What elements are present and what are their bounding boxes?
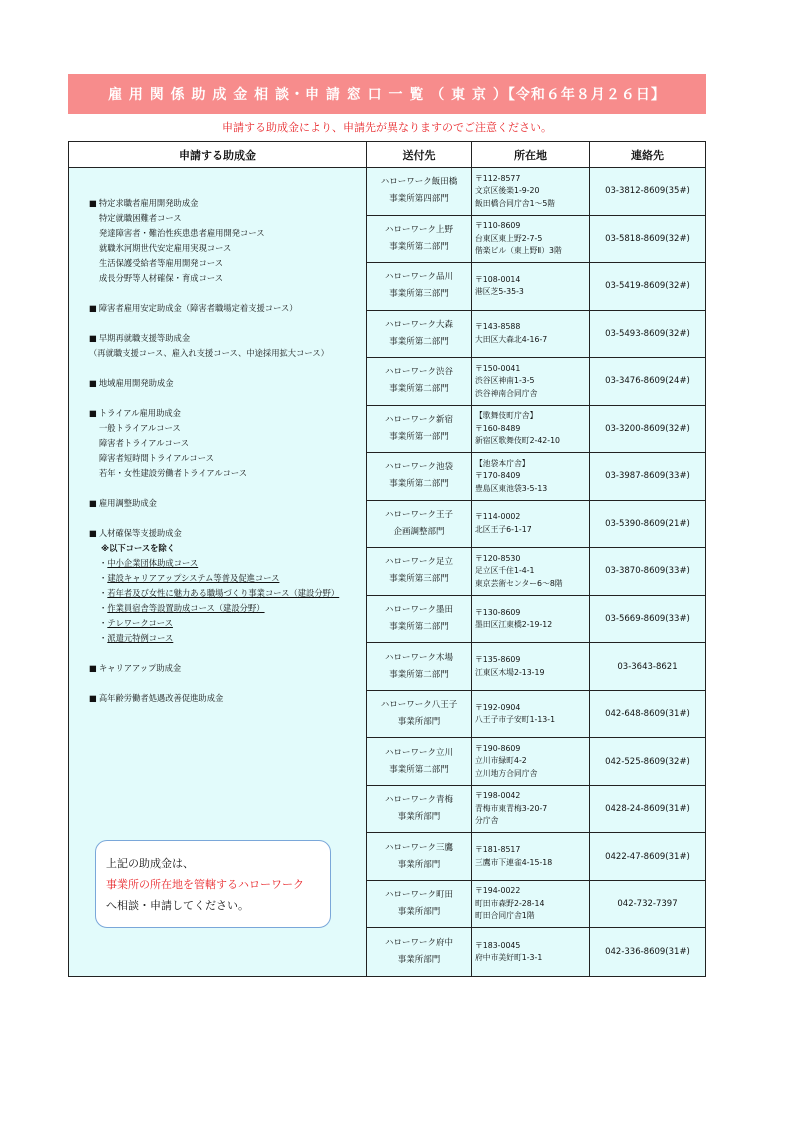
office-cell [367, 311, 472, 359]
phone-number: 042-336-8609(31#) [605, 947, 690, 958]
excluded-course [89, 631, 366, 646]
address-line: 江東区木場2-13-19 [475, 667, 545, 677]
phone-number: 03-3643-8621 [617, 661, 678, 672]
excluded-course [89, 586, 366, 601]
office-department: 事業所第三部門 [389, 289, 449, 300]
phone-number: 03-3200-8609(32#) [605, 423, 690, 434]
grant-group [89, 661, 366, 676]
address-line: 〒114-0002 [475, 512, 521, 522]
office-cell [367, 596, 472, 644]
address-line: 【池袋本庁舎】 [475, 458, 530, 468]
office-department: 事業所部門 [397, 955, 441, 966]
office-name: ハローワーク上野 [384, 224, 453, 235]
phone-cell [590, 453, 705, 501]
office-cell [367, 501, 472, 549]
address-line: 偕楽ビル（東上野Ⅱ）3階 [475, 246, 562, 256]
address-line: 〒108-0014 [475, 274, 521, 284]
address-line: 豊島区東池袋3-5-13 [475, 483, 548, 493]
phone-number: 03-5419-8609(32#) [605, 281, 690, 292]
excluded-course-label: テレワークコース [107, 618, 173, 628]
address-line: 文京区後楽1-9-20 [475, 186, 540, 195]
excluded-course-label: 作業員宿舎等設置助成コース（建設分野） [107, 603, 265, 613]
address-cell [472, 311, 590, 359]
address-line: 墨田区江東橋2-19-12 [475, 620, 553, 630]
phone-number: 03-5493-8609(32#) [605, 328, 690, 339]
office-name: ハローワーク渋谷 [384, 367, 453, 378]
office-cell [367, 406, 472, 454]
address-line: 〒110-8609 [475, 221, 521, 231]
excluded-course-label: 中小企業団体助成コース [107, 558, 199, 568]
address-line: 府中市美好町1-3-1 [475, 953, 543, 963]
address-line: 〒170-8409 [475, 471, 521, 481]
office-cell [367, 453, 472, 501]
phone-number: 03-3870-8609(33#) [605, 566, 690, 577]
office-name: ハローワーク青梅 [384, 795, 453, 806]
address-line: 立川市緑町4-2 [475, 756, 527, 766]
excluded-course-label: 若年者及び女性に魅力ある職場づくり事業コース（建設分野） [107, 588, 340, 598]
excluded-course [89, 601, 366, 616]
guidance-callout [95, 840, 331, 928]
office-department: 企画調整部門 [393, 526, 445, 537]
exclusion-note: ※以下コースを除く [101, 543, 176, 553]
address-line: 〒198-0042 [475, 791, 521, 801]
phone-number: 0428-24-8609(31#) [605, 804, 690, 815]
office-cell [367, 168, 472, 216]
grant-title: ■ 特定求職者雇用開発助成金 [89, 196, 366, 211]
address-line: 〒120-8530 [475, 553, 521, 563]
office-name: ハローワーク八王子 [380, 700, 458, 711]
address-cell [472, 881, 590, 929]
office-department: 事業所第二部門 [389, 384, 449, 395]
excluded-course [89, 556, 366, 571]
office-department: 事業所第二部門 [389, 479, 449, 490]
address-cell [472, 168, 590, 216]
grant-group [89, 526, 366, 646]
address-cell [472, 453, 590, 501]
address-line: 大田区大森北4-16-7 [475, 334, 548, 344]
office-name: ハローワーク木場 [384, 652, 453, 663]
office-department: 事業所第二部門 [389, 764, 449, 775]
office-name: ハローワーク王子 [384, 509, 453, 520]
phone-number: 0422-47-8609(31#) [605, 851, 690, 862]
header-grant: 申請する助成金 [69, 142, 367, 168]
phone-number: 03-5818-8609(32#) [605, 233, 690, 244]
office-cell [367, 691, 472, 739]
excluded-course [89, 616, 366, 631]
office-cell [367, 786, 472, 834]
phone-cell [590, 691, 705, 739]
phone-cell [590, 501, 705, 549]
address-line: 〒112-8577 [475, 173, 521, 183]
office-name: ハローワーク足立 [384, 557, 453, 568]
course-item: 障害者トライアルコース [99, 438, 190, 448]
address-line: 〒194-0022 [475, 886, 521, 896]
grant-group [89, 331, 366, 361]
office-cell [367, 358, 472, 406]
course-item: 生活保護受給者等雇用開発コース [99, 258, 224, 268]
phone-cell [590, 263, 705, 311]
grant-group [89, 301, 366, 316]
address-line: 町田市森野2-28-14 [475, 898, 545, 908]
office-department: 事業所部門 [397, 859, 441, 870]
course-item: 特定就職困難者コース [99, 213, 182, 223]
grant-group [89, 691, 366, 706]
phone-number: 03-3812-8609(35#) [605, 186, 690, 197]
callout-line: へ相談・申請してください。 [106, 899, 249, 912]
office-name: ハローワーク品川 [384, 272, 453, 283]
callout-line: 上記の助成金は、 [106, 857, 194, 870]
address-line: 〒183-0045 [475, 940, 521, 950]
phone-cell [590, 881, 705, 929]
excluded-course-label: 派遣元特例コース [107, 633, 174, 643]
address-line: 足立区千住1-4-1 [475, 566, 535, 576]
office-department: 事業所第二部門 [389, 622, 449, 633]
office-cell [367, 643, 472, 691]
address-line: 渋谷区神南1-3-5 [475, 376, 535, 386]
address-line: 〒160-8489 [475, 423, 521, 433]
course-item: 就職氷河期世代安定雇用実現コース [99, 243, 232, 253]
address-cell [472, 501, 590, 549]
course-item: 一般トライアルコース [99, 423, 181, 433]
office-cell [367, 548, 472, 596]
phone-cell [590, 168, 705, 216]
office-name: ハローワーク立川 [384, 747, 453, 758]
office-name: ハローワーク池袋 [384, 462, 453, 473]
grant-title: ■ キャリアアップ助成金 [89, 661, 366, 676]
header-contact: 連絡先 [590, 142, 705, 168]
address-line: 台東区東上野2-7-5 [475, 233, 543, 243]
office-name: ハローワーク飯田橋 [380, 177, 458, 188]
phone-cell [590, 643, 705, 691]
phone-number: 03-5390-8609(21#) [605, 518, 690, 529]
address-cell [472, 928, 590, 976]
address-line: 〒181-8517 [475, 845, 521, 855]
phone-cell [590, 738, 705, 786]
phone-cell [590, 786, 705, 834]
office-cell [367, 263, 472, 311]
excluded-course [89, 571, 366, 586]
grant-group [89, 376, 366, 391]
address-line: 〒150-0041 [475, 363, 521, 373]
address-cell [472, 406, 590, 454]
callout-highlight: 事業所の所在地を管轄するハローワーク [106, 878, 304, 891]
office-name: ハローワーク大森 [384, 319, 453, 330]
header-address: 所在地 [472, 142, 590, 168]
phone-cell [590, 928, 705, 976]
address-line: 【歌舞伎町庁舎】 [475, 411, 538, 421]
office-department: 事業所第四部門 [389, 194, 449, 205]
grant-group [89, 496, 366, 511]
course-item: 障害者短時間トライアルコース [99, 453, 214, 463]
grant-list-cell [69, 168, 367, 976]
office-department: 事業所第二部門 [389, 336, 449, 347]
office-department: 事業所第一部門 [389, 431, 449, 442]
office-cell [367, 881, 472, 929]
phone-number: 03-3476-8609(24#) [605, 376, 690, 387]
office-department: 事業所部門 [397, 907, 441, 918]
address-line: 青梅市東青梅3-20-7 [475, 803, 548, 813]
address-line: 町田合同庁舎1階 [475, 911, 535, 921]
address-cell [472, 596, 590, 644]
office-department: 事業所部門 [397, 717, 441, 728]
address-line: 東京芸術センター6～8階 [475, 578, 563, 588]
address-line: 北区王子6-1-17 [475, 524, 532, 534]
address-cell [472, 833, 590, 881]
phone-number: 03-3987-8609(33#) [605, 471, 690, 482]
grant-title: ■ 人材確保等支援助成金 [89, 526, 366, 541]
office-cell [367, 928, 472, 976]
phone-number: 042-648-8609(31#) [605, 709, 690, 720]
notice-text: 申請する助成金により、申請先が異なりますのでご注意ください。 [222, 121, 552, 134]
phone-cell [590, 311, 705, 359]
page-title-banner: 雇 用 関 係 助 成 金 相 談・申 請 窓 口 一 覧 （ 東 京 ）【令和６年８月２６日】 [68, 74, 706, 114]
grant-title: ■ トライアル雇用助成金 [89, 406, 366, 421]
address-line: 八王子市子安町1-13-1 [475, 715, 556, 725]
address-line: 〒192-0904 [475, 702, 521, 712]
phone-cell [590, 358, 705, 406]
address-line: 新宿区歌舞伎町2-42-10 [475, 436, 561, 446]
course-item: 成長分野等人材確保・育成コース [99, 273, 224, 283]
grant-group [89, 196, 366, 286]
office-cell [367, 738, 472, 786]
office-name: ハローワーク府中 [384, 938, 453, 949]
address-cell [472, 216, 590, 264]
office-name: ハローワーク町田 [384, 890, 453, 901]
address-line: 〒130-8609 [475, 607, 521, 617]
phone-number: 042-525-8609(32#) [605, 756, 690, 767]
address-line: 〒190-8609 [475, 743, 521, 753]
grant-group [89, 406, 366, 481]
address-cell [472, 643, 590, 691]
address-cell [472, 738, 590, 786]
address-line: 〒135-8609 [475, 655, 521, 665]
excluded-course-label: 建設キャリアアップシステム等普及促進コース [107, 573, 280, 583]
office-department: 事業所第二部門 [389, 241, 449, 252]
address-line: 三鷹市下連雀4-15-18 [475, 857, 553, 867]
phone-cell [590, 833, 705, 881]
grant-title: ■ 障害者雇用安定助成金（障害者職場定着支援コース） [89, 301, 366, 316]
address-cell [472, 548, 590, 596]
phone-number: 042-732-7397 [617, 899, 678, 910]
office-name: ハローワーク墨田 [384, 605, 453, 616]
course-item: 若年・女性建設労働者トライアルコース [99, 468, 248, 478]
grant-title: ■ 雇用調整助成金 [89, 496, 366, 511]
phone-cell [590, 406, 705, 454]
address-cell [472, 358, 590, 406]
phone-cell [590, 216, 705, 264]
office-cell [367, 833, 472, 881]
header-destination: 送付先 [367, 142, 472, 168]
office-name: ハローワーク新宿 [384, 414, 453, 425]
office-department: 事業所部門 [397, 812, 441, 823]
address-line: 分庁舎 [475, 816, 499, 826]
office-department: 事業所第三部門 [389, 574, 449, 585]
consultation-table [68, 141, 706, 977]
address-cell [472, 786, 590, 834]
course-note: （再就職支援コース、雇入れ支援コース、中途採用拡大コース） [89, 348, 329, 358]
address-line: 渋谷神南合同庁舎 [475, 388, 538, 398]
address-cell [472, 691, 590, 739]
office-department: 事業所第二部門 [389, 669, 449, 680]
grant-title: ■ 地域雇用開発助成金 [89, 376, 366, 391]
grant-title: ■ 早期再就職支援等助成金 [89, 331, 366, 346]
course-item: 発達障害者・難治性疾患患者雇用開発コース [99, 228, 265, 238]
phone-cell [590, 596, 705, 644]
phone-number: 03-5669-8609(33#) [605, 614, 690, 625]
office-name: ハローワーク三鷹 [384, 842, 453, 853]
grant-title: ■ 高年齢労働者処遇改善促進助成金 [89, 691, 366, 706]
address-cell [472, 263, 590, 311]
phone-cell [590, 548, 705, 596]
office-cell [367, 216, 472, 264]
address-line: 飯田橋合同庁舎1～5階 [475, 198, 556, 208]
address-line: 港区芝5-35-3 [475, 287, 524, 297]
address-line: 〒143-8588 [475, 322, 521, 332]
address-line: 立川地方合同庁舎 [475, 768, 538, 778]
